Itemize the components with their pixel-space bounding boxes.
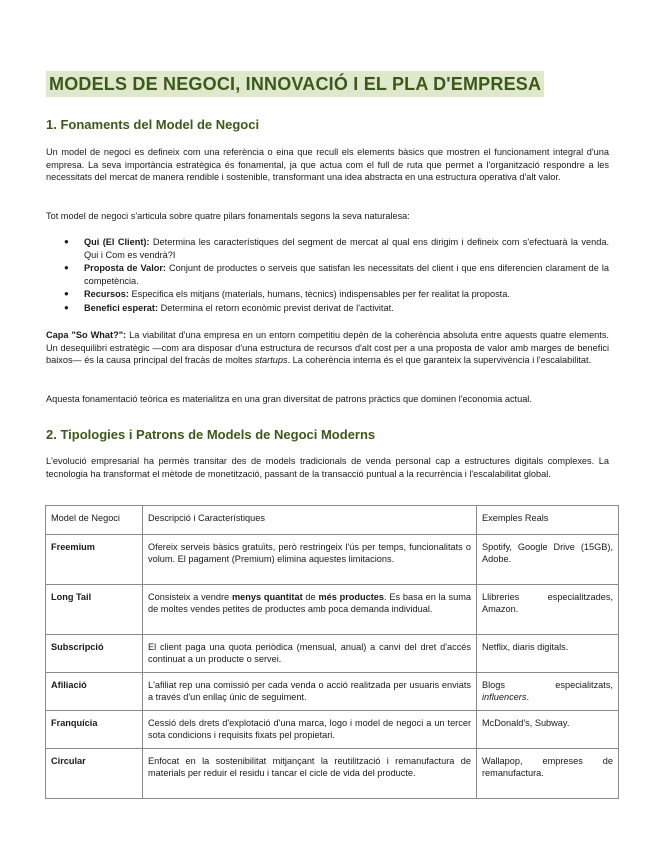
model-cell: Franquícia — [46, 711, 143, 749]
p3-text-b: . La coherència interna és el que garanteix la supervivència i l'escalabilitat. — [287, 355, 592, 366]
table-header-row — [46, 506, 619, 535]
section1-paragraph-2: Tot model de negoci s'articula sobre quatre pilars fonamentals segons la seva naturalesa: — [46, 211, 410, 221]
pillar-text: Especifica els mitjans (materials, humans, tècnics) indispensables per fer realitat la proposta. — [128, 289, 510, 300]
model-cell: Afiliació — [46, 673, 143, 711]
description-cell — [143, 585, 477, 635]
table-row — [46, 535, 619, 585]
model-cell: Subscripció — [46, 635, 143, 673]
desc-bold: més productes — [318, 592, 385, 602]
section2-paragraph-1: L'evolució empresarial ha permès transitar des de models tradicionals de venda personal cap a estructures digitals complexes. La tecnologia ha transformat el mètode de monetització, passant de la transacció puntual a la recurrència i l'escalabilitat global. — [46, 456, 609, 479]
model-cell: Freemium — [46, 535, 143, 585]
pillar-item — [64, 302, 609, 315]
pillar-item — [64, 288, 609, 301]
header-description: Descripció i Característiques — [143, 506, 477, 535]
examples-cell — [477, 673, 619, 711]
model-cell: Circular — [46, 749, 143, 799]
p3-text-a: La viabilitat d'una empresa en un entorn competitiu depèn de la coherència absoluta entre aquests quatre elements. Un desequilibri estratègic —com ara disposar d'una estructura de recursos d'alt cost per a una proposta de valor amb marges de benefici baixos— és la causa principal del fracàs de moltes — [46, 330, 609, 366]
desc-part: Consisteix a vendre — [148, 592, 232, 602]
description-cell: Cessió dels drets d'explotació d'una marca, logo i model de negoci a un tercer sota condicions i requisits fixats pel propietari. — [143, 711, 477, 749]
description-cell: Enfocat en la sostenibilitat mitjançant la reutilització i remanufactura de materials per reduir el residu i tancar el cicle de vida del producte. — [143, 749, 477, 799]
pillar-term: Qui (El Client): — [84, 237, 150, 247]
pillar-item — [64, 262, 609, 287]
examples-cell: Wallapop, empreses de remanufactura. — [477, 749, 619, 799]
pillars-list — [64, 236, 609, 316]
pillar-term: Benefici esperat: — [84, 302, 159, 313]
header-examples: Exemples Reals — [477, 506, 619, 535]
pillar-item — [64, 236, 609, 261]
business-models-table — [45, 505, 619, 799]
description-cell: El client paga una quota periòdica (mensual, anual) a canvi del dret d'accés continuat a un producte o servei. — [143, 635, 477, 673]
pillar-text: Determina les característiques del segment de mercat al qual ens dirigim i defineix com s'efectuarà la venda. Qui i Com es vendrà?I — [84, 237, 610, 260]
section1-paragraph-3 — [46, 329, 609, 367]
examples-italic: influencers — [482, 692, 527, 703]
desc-part: . Es basa en la suma de moltes vendes petites de productes amb poca demanda individual. — [148, 592, 471, 615]
table-row — [46, 711, 619, 749]
p3-italic: startups — [254, 355, 288, 366]
section1-heading: 1. Fonaments del Model de Negoci — [46, 117, 260, 132]
pillar-text: Conjunt de productes o serveis que satisfan les necessitats del client i que ens diferencien clarament de la competència. — [84, 263, 609, 286]
table-row — [46, 673, 619, 711]
pillar-text: Determina el retorn econòmic previst derivat de l'activitat. — [158, 302, 394, 313]
table-row — [46, 749, 619, 799]
table-row — [46, 635, 619, 673]
examples-cell: Netflix, diaris digitals. — [477, 635, 619, 673]
desc-bold: menys quantitat — [231, 592, 303, 602]
examples-part: Blogs especialitzats, — [482, 680, 613, 690]
description-cell: Ofereix serveis bàsics gratuïts, però restringeix l'ús per temps, funcionalitats o volum. El pagament (Premium) elimina aquestes limitacions. — [143, 535, 477, 585]
section1-paragraph-4: Aquesta fonamentació teòrica es materialitza en una gran diversitat de patrons pràctics que dominen l'economia actual. — [46, 394, 532, 404]
header-model: Model de Negoci — [46, 506, 143, 535]
examples-cell: Spotify, Google Drive (15GB), Adobe. — [477, 535, 619, 585]
model-cell: Long Tail — [46, 585, 143, 635]
examples-cell: McDonald's, Subway. — [477, 711, 619, 749]
section2-heading: 2. Tipologies i Patrons de Models de Negoci Moderns — [46, 427, 376, 442]
desc-part: de — [302, 592, 319, 602]
examples-cell: Llibreries especialitzades, Amazon. — [477, 585, 619, 635]
document-title: MODELS DE NEGOCI, INNOVACIÓ I EL PLA D'EMPRESA — [46, 71, 544, 97]
section1-paragraph-1: Un model de negoci es defineix com una referència o eina que recull els elements bàsics que mostren el funcionament integral d'una empresa. La seva importància estratègica és fonamental, ja que actua com el full de ruta que permet a l'organització respondre a les necessitats del mercat de manera rendible i sostenible, transformant una idea abstracta en una estructura operativa d'alt valor. — [46, 147, 609, 183]
so-what-label: Capa "So What?": — [46, 330, 127, 340]
pillar-term: Proposta de Valor: — [84, 263, 166, 274]
examples-part: . — [526, 692, 529, 703]
description-cell: L'afiliat rep una comissió per cada venda o acció realitzada per usuaris enviats a través d'un enllaç únic de seguiment. — [143, 673, 477, 711]
table-row — [46, 585, 619, 635]
pillar-term: Recursos: — [84, 289, 129, 300]
